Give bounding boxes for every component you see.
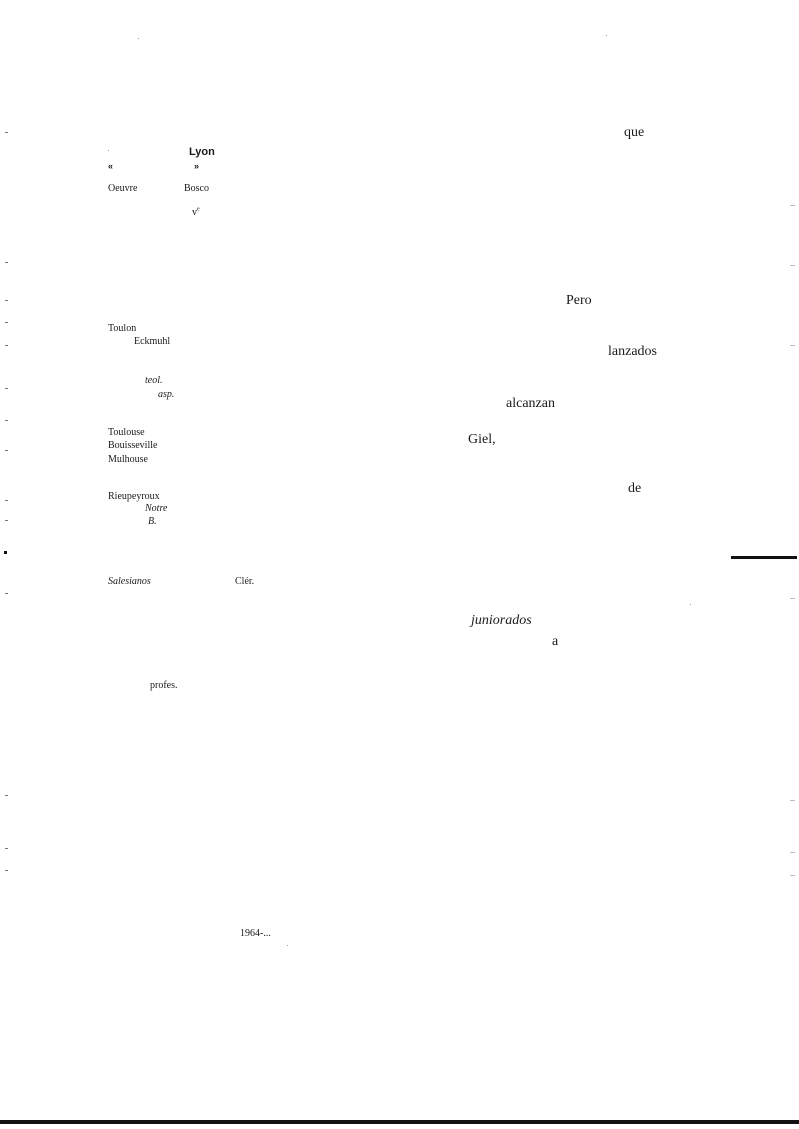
b-word: B. <box>148 516 157 527</box>
mulhouse-word: Mulhouse <box>108 454 148 465</box>
rieupeyroux-word: Rieupeyroux <box>108 491 160 502</box>
speck <box>108 150 109 151</box>
margin-bullet <box>4 551 7 554</box>
asp-word: asp. <box>158 389 175 400</box>
profes-word: profes. <box>150 680 178 691</box>
que-word: que <box>624 125 645 140</box>
toulouse-word: Toulouse <box>108 427 145 438</box>
cler-word: Clér. <box>235 576 255 587</box>
ve-word: $v^e$ <box>192 206 200 218</box>
de-word: de <box>628 481 642 496</box>
bouisseville-word: Bouisseville <box>108 440 158 451</box>
juniorados-word: juniorados <box>471 613 532 628</box>
teol-word: teol. <box>145 375 163 386</box>
a-word: a <box>552 634 559 649</box>
speck <box>287 945 288 946</box>
giel-word: Giel, <box>468 432 496 447</box>
pero-word: Pero <box>566 293 592 308</box>
salesianos-word: Salesianos <box>108 576 151 587</box>
speck <box>138 38 139 39</box>
right-edge-rule <box>731 556 797 559</box>
lanzados-word: lanzados <box>608 344 657 359</box>
oeuvre-word: Oeuvre <box>108 183 138 194</box>
toulon-word: Toulon <box>108 323 137 334</box>
quote-open: « <box>108 161 114 171</box>
bottom-rule <box>0 1120 799 1124</box>
speck <box>690 604 691 605</box>
notre-word: Notre <box>145 503 168 514</box>
speck <box>606 35 607 36</box>
quote-close: » <box>194 161 200 171</box>
year-range: 1964-... <box>240 928 271 939</box>
bosco-word: Bosco <box>184 183 209 194</box>
lyon-word: Lyon <box>189 146 215 158</box>
alcanzan-word: alcanzan <box>506 396 555 411</box>
eckmuhl-word: Eckmuhl <box>134 336 171 347</box>
